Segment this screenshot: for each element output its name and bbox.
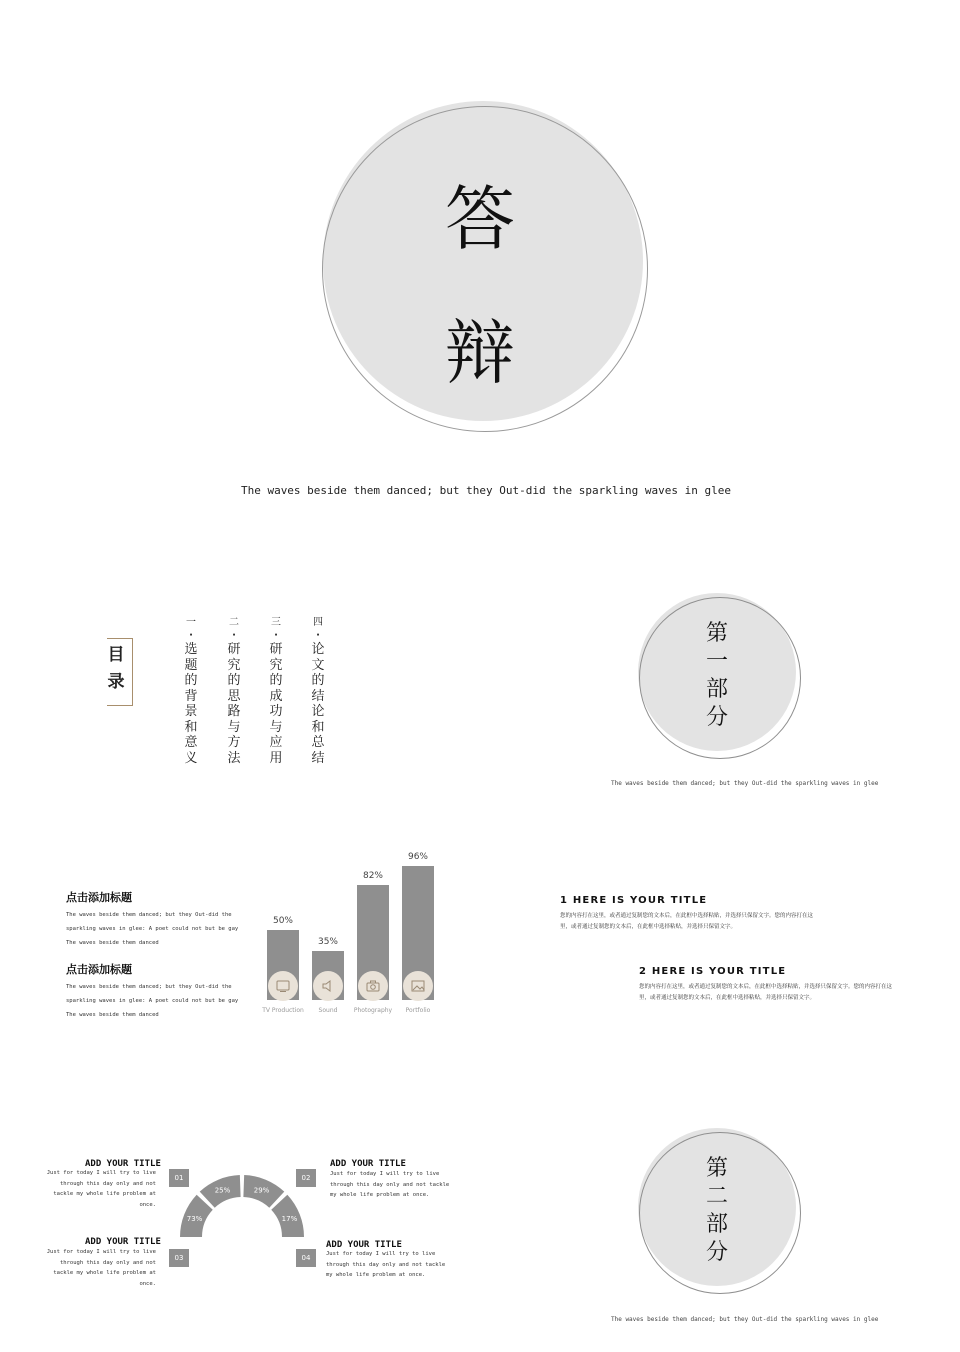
bar-value-label: 50% bbox=[272, 916, 293, 926]
bar-category-label: Photography bbox=[353, 1007, 393, 1014]
arc-chart bbox=[180, 1165, 305, 1255]
toc-title bbox=[103, 642, 129, 696]
bar-category-label: TV Production bbox=[262, 1007, 304, 1014]
toc-dot: · bbox=[274, 630, 278, 641]
section2-tagline: The waves beside them danced; but they Out-did the sparkling waves in glee bbox=[611, 1316, 879, 1323]
bar-category-label: Sound bbox=[318, 1007, 338, 1014]
toc-item-number: 三 bbox=[271, 617, 281, 628]
toc-item-label: 研究的思路与方法 bbox=[227, 642, 241, 766]
block-title-1: 点击添加标题 bbox=[66, 891, 132, 904]
add-body-2: Just for today I will try to live through this day only and not tackle my whole life problem at once. bbox=[330, 1171, 450, 1198]
num-box-01: 01 bbox=[169, 1169, 189, 1187]
toc-title-text: 目录 bbox=[107, 645, 125, 692]
add-body-4: Just for today I will try to live through this day only and not tackle my whole life problem at once. bbox=[326, 1251, 446, 1278]
arc-segment-label: 73% bbox=[186, 1214, 203, 1223]
arc-segment-label: 17% bbox=[281, 1214, 298, 1223]
block-body-2: The waves beside them danced; but they Out-did the sparkling waves in glee: A poet could not but be gay The waves beside them danced bbox=[66, 984, 239, 1018]
toc-item-3[interactable] bbox=[266, 616, 286, 766]
toc-dot: · bbox=[232, 630, 236, 641]
sound-icon bbox=[313, 971, 343, 1001]
block-title-2: 点击添加标题 bbox=[66, 963, 132, 976]
bar-chart bbox=[260, 845, 440, 1020]
toc-item-number: 一 bbox=[186, 617, 196, 628]
tv-icon bbox=[268, 971, 298, 1001]
add-body-3: Just for today I will try to live through this day only and not tackle my whole life problem at once. bbox=[46, 1249, 156, 1287]
toc-item-1[interactable] bbox=[181, 616, 201, 766]
toc-item-label: 研究的成功与应用 bbox=[269, 642, 283, 766]
here-body-1: 您的内容打在这里，或者通过复制您的文本后，在此框中选择粘贴，并选择只保留文字。您的内容打在这里，或者通过复制您的文本后，在此框中选择粘贴，并选择只保留文字。 bbox=[560, 913, 814, 930]
toc-item-number: 二 bbox=[229, 617, 239, 628]
add-title-1: ADD YOUR TITLE bbox=[85, 1159, 161, 1169]
camera-icon bbox=[358, 971, 388, 1001]
toc-item-label: 论文的结论和总结 bbox=[311, 642, 325, 766]
here-title-2: 2 HERE IS YOUR TITLE bbox=[639, 966, 787, 977]
bar-value-label: 35% bbox=[317, 937, 338, 947]
toc-dot: · bbox=[189, 630, 193, 641]
bar-value-label: 96% bbox=[407, 851, 428, 862]
toc-item-number: 四 bbox=[313, 617, 323, 628]
add-title-3: ADD YOUR TITLE bbox=[85, 1237, 161, 1247]
add-title-2: ADD YOUR TITLE bbox=[330, 1159, 406, 1169]
section1-tagline: The waves beside them danced; but they Out-did the sparkling waves in glee bbox=[611, 780, 879, 787]
section1-title: 第一部分 bbox=[705, 621, 728, 730]
block-body-1: The waves beside them danced; but they Out-did the sparkling waves in glee: A poet could not but be gay The waves beside them danced bbox=[66, 912, 239, 946]
cover-title-char-1: 答 bbox=[445, 178, 515, 260]
arc-segment-label: 29% bbox=[253, 1186, 270, 1195]
bar-value-label: 82% bbox=[362, 871, 383, 882]
toc-dot: · bbox=[316, 630, 320, 641]
toc-item-label: 选题的背景和意义 bbox=[184, 642, 198, 766]
num-box-04: 04 bbox=[296, 1249, 316, 1267]
num-box-03: 03 bbox=[169, 1249, 189, 1267]
add-body-1: Just for today I will try to live through this day only and not tackle my whole life problem at once. bbox=[46, 1170, 156, 1208]
toc-item-2[interactable] bbox=[224, 616, 244, 766]
add-title-4: ADD YOUR TITLE bbox=[326, 1240, 402, 1250]
here-body-2: 您的内容打在这里，或者通过复制您的文本后，在此框中选择粘贴，并选择只保留文字。您的内容打在这里，或者通过复制您的文本后，在此框中选择粘贴，并选择只保留文字。 bbox=[639, 984, 893, 1001]
cover-tagline: The waves beside them danced; but they Out-did the sparkling waves in glee bbox=[240, 484, 732, 497]
num-box-02: 02 bbox=[296, 1169, 316, 1187]
toc-item-4[interactable] bbox=[308, 616, 328, 766]
cover-title-char-2: 辩 bbox=[445, 312, 515, 394]
here-title-1: 1 HERE IS YOUR TITLE bbox=[560, 895, 708, 906]
portfolio-icon bbox=[403, 971, 433, 1001]
arc-segment-label: 25% bbox=[214, 1186, 231, 1195]
bar-category-label: Portfolio bbox=[405, 1007, 431, 1014]
section2-title: 第二部分 bbox=[705, 1156, 728, 1265]
